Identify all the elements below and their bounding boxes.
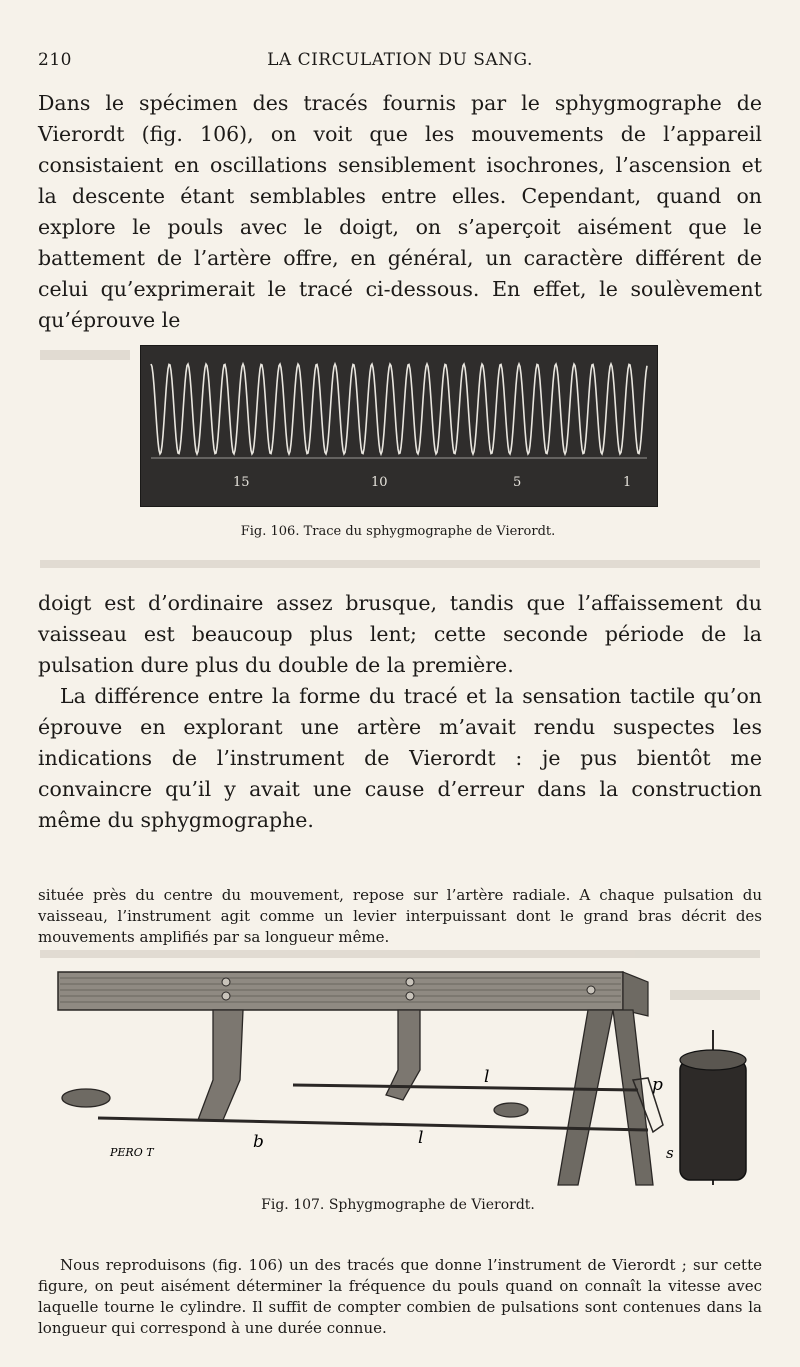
pulse-trace [141, 346, 657, 506]
figure-107-caption: Fig. 107. Sphygmographe de Vierordt. [261, 1197, 535, 1213]
front-leg [558, 1010, 613, 1185]
trace-label-15: 15 [233, 475, 250, 490]
running-title: LA CIRCULATION DU SANG. [267, 50, 533, 70]
sphygmograph-drawing [48, 960, 760, 1190]
paragraph-1 [38, 88, 762, 336]
small-text-2 [38, 1240, 762, 1354]
paragraph-1-text: Dans le spécimen des tracés fournis par le sphygmographe de Vierordt (fig. 106), on voit que les mouvements de l’appareil consistaient en oscillations sensiblement isochrones, l’ascension et la descente étant semblables entre elles. Cependant, quand on explore le pouls avec le doigt, on s’aperçoit aisément que le battement de l’artère offre, en général, un caractère différent de celui qu’exprimerait le tracé ci-dessous. En effet, le soulèvement qu’éprouve le [38, 91, 762, 332]
paragraphs-2-3 [38, 588, 762, 836]
running-header [38, 50, 762, 76]
weight-cup-left [62, 1089, 110, 1107]
figure-106-trace [140, 345, 658, 507]
rear-leg [613, 1010, 653, 1185]
trace-label-10: 10 [371, 475, 388, 490]
weight-cup-right [494, 1103, 528, 1117]
recording-cylinder [680, 1060, 746, 1180]
trace-waveform [151, 364, 647, 454]
figure-106-caption: Fig. 106. Trace du sphygmographe de Vierordt. [240, 524, 556, 539]
small-text-2-body: Nous reproduisons (fig. 106) un des tracés que donne l’instrument de Vierordt ; sur cette figure, on peut aisément déterminer la fréquence du pouls quand on connaît la vitesse avec laquelle tourne le cylindre. Il suffit de compter combien de pulsations sont contenues dans la longueur qui correspond à une durée connue. [38, 1256, 762, 1337]
cylinder-top [680, 1050, 746, 1070]
small-text-1-body: située près du centre du mouvement, repose sur l’artère radiale. A chaque pulsation du vaisseau, l’instrument agit comme un levier interpuissant dont le grand bras décrit des mouvements amplifiés par sa longueur même. [38, 886, 762, 946]
label-l-upper: l [484, 1067, 490, 1087]
engraver-signature: PERO T [110, 1146, 154, 1159]
figure-107-illustration [48, 960, 760, 1190]
paragraph-2-text: doigt est d’ordinaire assez brusque, tandis que l’affaissement du vaisseau est beaucoup plus lent; cette seconde période de la pulsation dure plus du double de la première. [38, 591, 762, 677]
left-hanger [198, 1010, 243, 1120]
lever-lower [98, 1118, 648, 1130]
label-s: s [666, 1144, 674, 1162]
small-text-1 [38, 870, 762, 963]
label-l-lower: l [418, 1128, 424, 1148]
paragraph-3-text: La différence entre la forme du tracé et la sensation tactile qu’on éprouve en explorant une artère m’avait rendu suspectes les indications de l’instrument de Vierordt : je pus bientôt me convaincre qu’il y avait une cause d’erreur dans la construction même du sphygmographe. [38, 684, 762, 832]
trace-label-5: 5 [513, 475, 522, 490]
trace-label-1: 1 [623, 475, 632, 490]
label-p: p [652, 1075, 663, 1095]
label-b: b [253, 1132, 264, 1152]
page-number: 210 [38, 50, 72, 70]
